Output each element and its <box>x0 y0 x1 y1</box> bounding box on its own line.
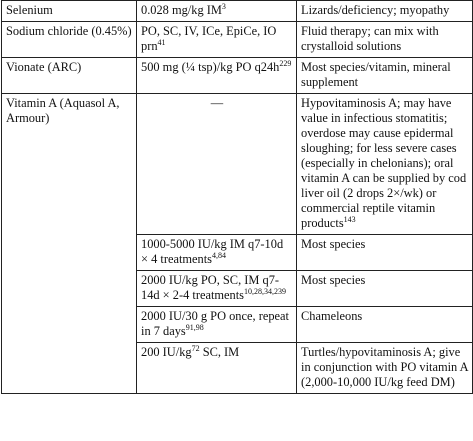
agent-name: Vionate (ARC) <box>6 60 82 74</box>
agent-cell <box>2 58 137 94</box>
dosage-text: — <box>210 96 224 110</box>
comments-cell <box>297 58 473 94</box>
comments-text: Most species <box>301 273 366 287</box>
comments-cell <box>297 271 473 307</box>
comments-cell <box>297 235 473 271</box>
dosage-text: 200 IU/kg <box>141 345 192 359</box>
dosage-text-suffix: SC, IM <box>199 345 240 359</box>
dosage-cell <box>137 235 297 271</box>
dosage-cell <box>137 94 297 235</box>
agent-cell <box>2 1 137 22</box>
comments-cell <box>297 22 473 58</box>
comments-text: Turtles/hypovitaminosis A; give in conjunction with PO vitamin A (2,000-10,000 IU/kg feed DM) <box>301 345 468 389</box>
reference-superscript: 3 <box>221 1 226 11</box>
comments-text: Most species/vitamin, mineral supplement <box>301 60 451 89</box>
table-row <box>2 58 473 94</box>
dosage-text: 2000 IU/30 g PO once, repeat in 7 days <box>141 309 289 338</box>
comments-text: Lizards/deficiency; myopathy <box>301 3 450 17</box>
dosage-cell <box>137 58 297 94</box>
comments-cell <box>297 343 473 394</box>
dosage-cell <box>137 1 297 22</box>
agent-name: Vitamin A (Aquasol A, Armour) <box>6 96 120 125</box>
comments-text: Hypovitaminosis A; may have value in infectious stomatitis; overdose may cause epidermal sloughing; for less severe cases (especially in chelonians); oral vitamin A can be supplied by cod liver oil (2 drops 2×/wk) or commercial reptile vitamin products <box>301 96 467 230</box>
table-row <box>2 94 473 235</box>
reference-superscript: 143 <box>343 214 356 224</box>
reference-superscript: 4,84 <box>212 250 226 260</box>
agent-cell <box>2 94 137 394</box>
dosage-cell <box>137 22 297 58</box>
dosage-cell <box>137 343 297 394</box>
dosage-cell <box>137 307 297 343</box>
dosage-text: 2000 IU/kg PO, SC, IM q7-14d × 2-4 treatments <box>141 273 280 302</box>
agent-name: Selenium <box>6 3 53 17</box>
agent-name: Sodium chloride (0.45%) <box>6 24 132 38</box>
table-row <box>2 1 473 22</box>
dosage-cell <box>137 271 297 307</box>
reference-superscript: 229 <box>279 58 292 68</box>
dosage-text: PO, SC, IV, ICe, EpiCe, IO prn <box>141 24 277 53</box>
drug-dosage-table <box>1 0 473 394</box>
reference-superscript: 72 <box>191 343 200 353</box>
table-row <box>2 22 473 58</box>
comments-cell <box>297 94 473 235</box>
dosage-text: 0.028 mg/kg IM <box>141 3 222 17</box>
comments-text: Most species <box>301 237 366 251</box>
dosage-text: 1000-5000 IU/kg IM q7-10d × 4 treatments <box>141 237 284 266</box>
agent-cell <box>2 22 137 58</box>
comments-cell <box>297 307 473 343</box>
dosage-text: 500 mg (¼ tsp)/kg PO q24h <box>141 60 280 74</box>
comments-text: Chameleons <box>301 309 363 323</box>
comments-text: Fluid therapy; can mix with crystalloid solutions <box>301 24 439 53</box>
reference-superscript: 10,28,34,239 <box>244 286 286 296</box>
reference-superscript: 91,98 <box>185 322 204 332</box>
reference-superscript: 41 <box>157 37 166 47</box>
comments-cell <box>297 1 473 22</box>
